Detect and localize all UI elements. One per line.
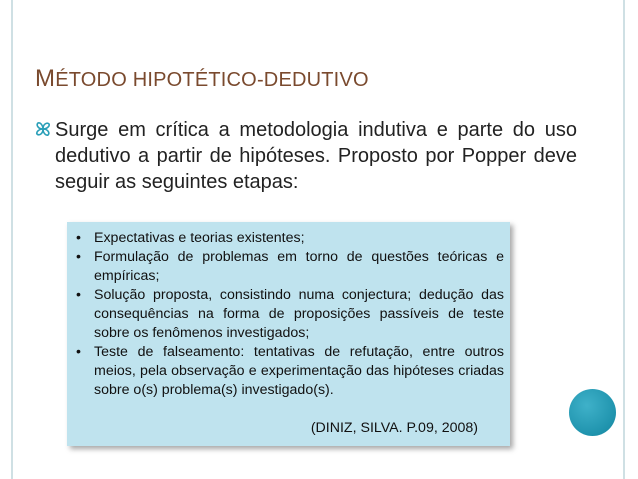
step-text: Formulação de problemas em torno de questões teóricas e empíricas;	[94, 249, 504, 284]
accent-circle	[569, 389, 616, 436]
steps-list	[73, 229, 504, 400]
list-bullet: •	[76, 230, 81, 246]
step-item	[73, 343, 504, 400]
citation: (DINIZ, SILVA. P.09, 2008)	[310, 420, 478, 436]
list-bullet: •	[76, 344, 81, 360]
step-item	[73, 286, 504, 343]
step-text: Solução proposta, consistindo numa conjectura; dedução das consequências na forma de proposições passíveis de teste sobre os fenômenos investigados;	[94, 287, 504, 341]
steps-box	[67, 222, 510, 446]
step-text: Teste de falseamento: tentativas de refutação, entre outros meios, pela observação e experimentação das hipóteses criadas sobre o(s) problema(s) investigado(s).	[94, 344, 504, 398]
pinwheel-bullet-icon	[33, 120, 53, 138]
list-bullet: •	[76, 249, 81, 265]
step-text: Expectativas e teorias existentes;	[94, 230, 305, 246]
list-bullet: •	[76, 287, 81, 303]
step-item	[73, 248, 504, 286]
slide-title-initial: M	[35, 65, 56, 92]
slide-title-rest: ÉTODO HIPOTÉTICO-DEDUTIVO	[55, 69, 369, 91]
step-item	[73, 229, 504, 248]
slide-title	[35, 65, 369, 93]
main-bullet-text: Surge em crítica a metodologia indutiva e parte do uso dedutivo a partir de hipóteses. Proposto por Popper deve seguir as seguintes etapas:	[55, 119, 577, 193]
